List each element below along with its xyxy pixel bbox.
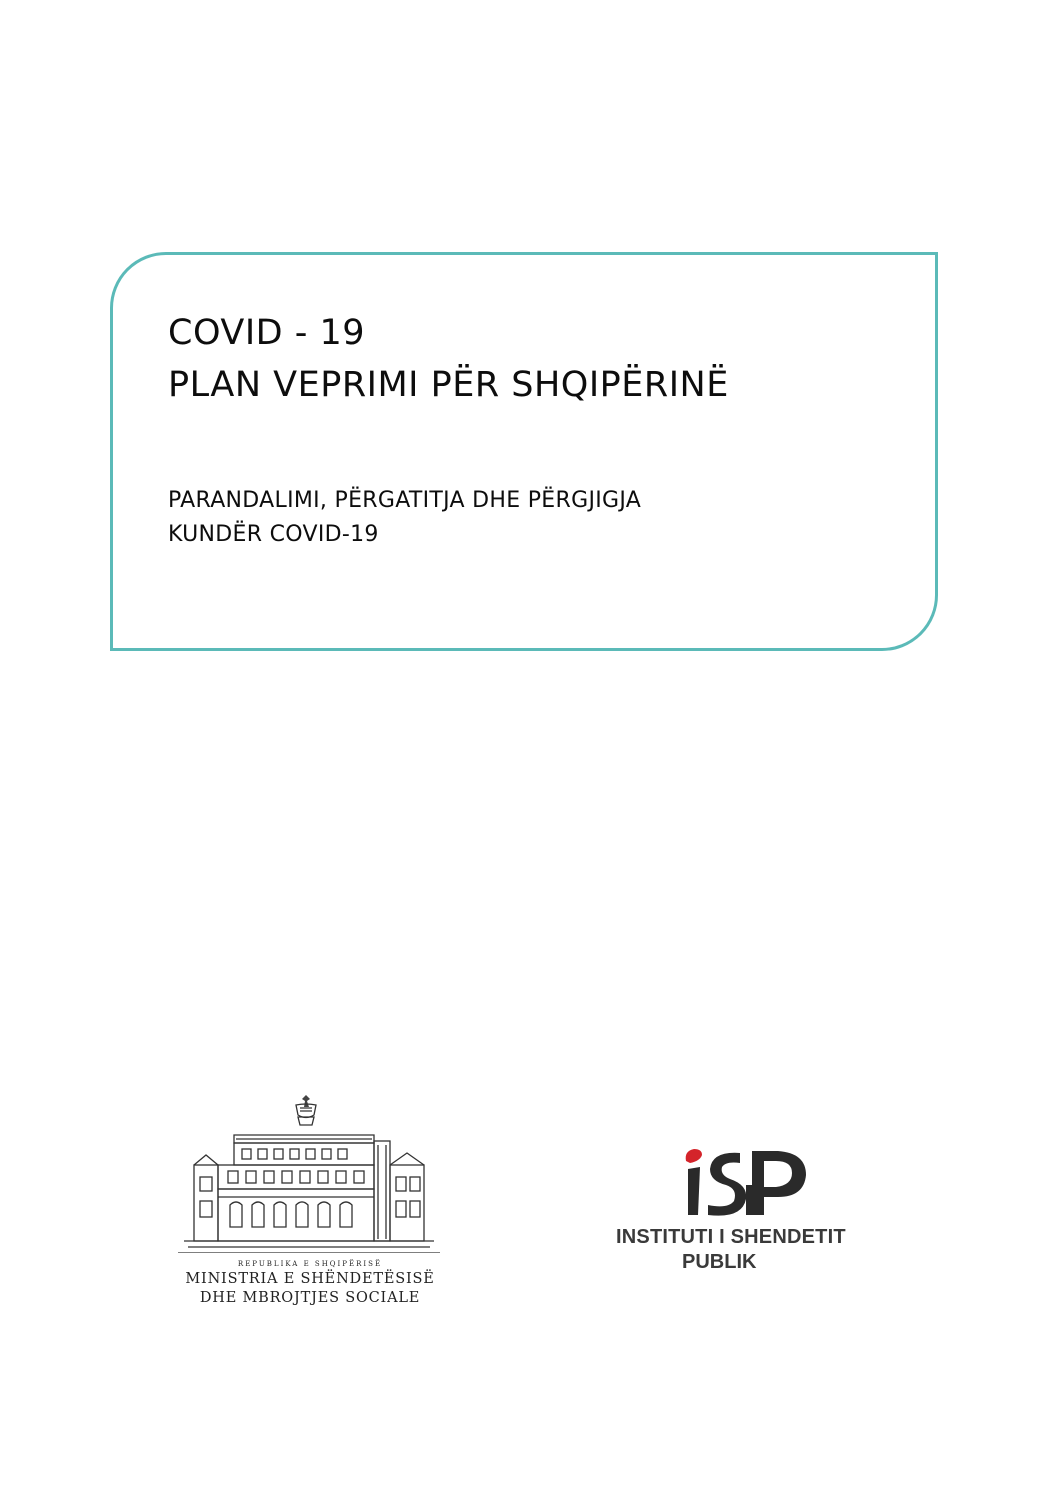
isp-logo-icon (682, 1145, 812, 1220)
document-subtitle (168, 484, 641, 552)
title-box (110, 252, 938, 651)
isp-text (612, 1225, 892, 1275)
eagle-emblem-icon (296, 1095, 316, 1125)
document-title (168, 307, 729, 411)
title-line-1: COVID - 19 (168, 313, 366, 353)
ministry-logo (170, 1093, 450, 1313)
subtitle-line-2: KUNDËR COVID-19 (168, 522, 379, 547)
isp-name-line-2: PUBLIK (682, 1251, 757, 1273)
ministry-building-icon (174, 1093, 444, 1253)
subtitle-line-1: PARANDALIMI, PËRGATITJA DHE PËRGJIGJA (168, 488, 642, 513)
ministry-name-line-1: MINISTRIA E SHËNDETËSISË (185, 1271, 435, 1287)
isp-name-line-1: INSTITUTI I SHENDETIT (616, 1226, 846, 1248)
ministry-text (170, 1259, 450, 1308)
title-line-2: PLAN VEPRIMI PËR SHQIPËRINË (168, 365, 729, 405)
isp-logo (612, 1145, 892, 1285)
republic-label: REPUBLIKA E SHQIPËRISË (237, 1260, 383, 1268)
ministry-name-line-2: DHE MBROJTJES SOCIALE (199, 1290, 421, 1306)
